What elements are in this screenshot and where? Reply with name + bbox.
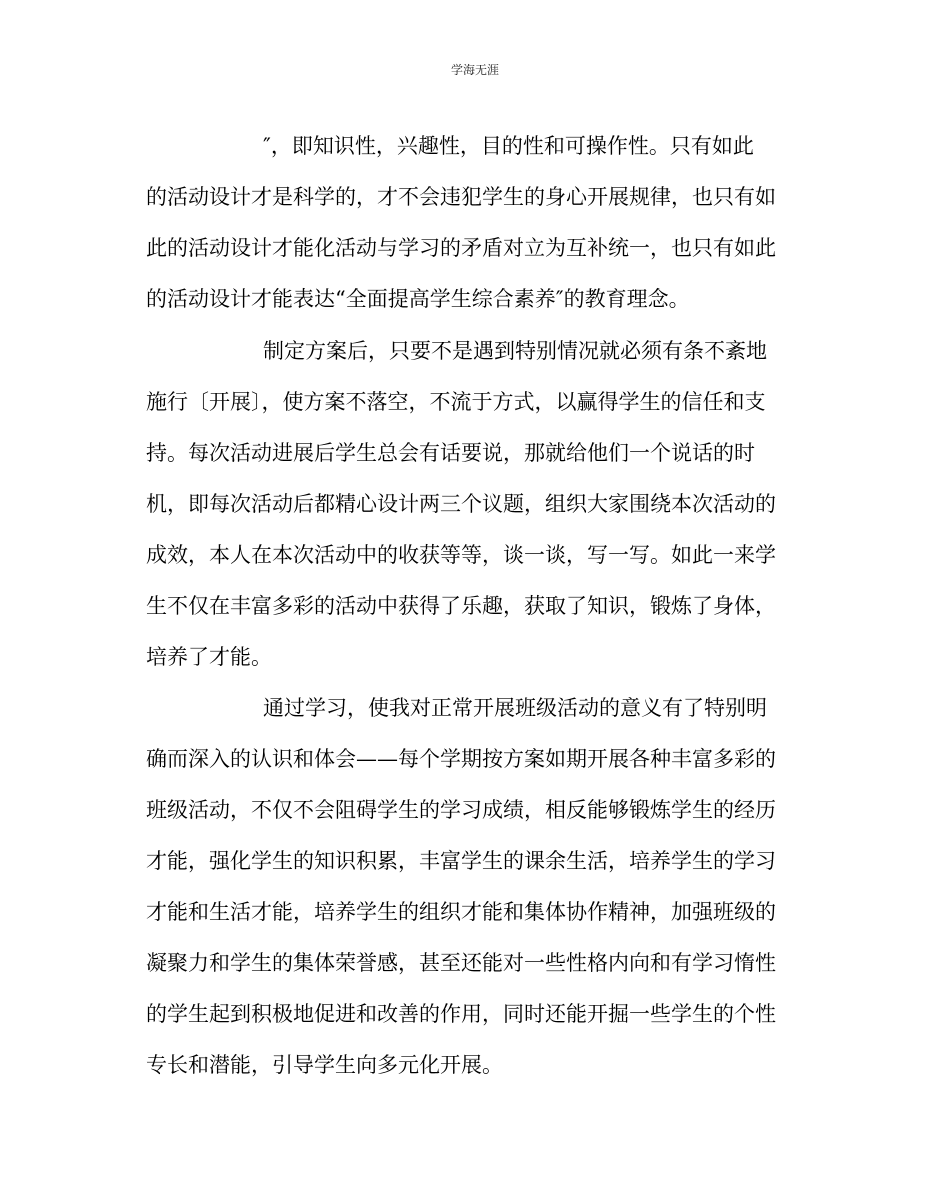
paragraph-line: ″，即知识性，兴趣性，目的性和可操作性。只有如此	[263, 134, 754, 158]
paragraph-line: 此的活动设计才能化活动与学习的矛盾对立为互补统一，也只有如此	[146, 236, 776, 260]
paragraph-line: 持。每次活动进展后学生总会有话要说，那就给他们一个说话的时	[146, 441, 755, 465]
page-header: 学海无涯	[450, 63, 499, 77]
paragraph-line: 的学生起到积极地促进和改善的作用，同时还能开掘一些学生的个性	[146, 1002, 776, 1026]
paragraph-line: 才能，强化学生的知识积累，丰富学生的课余生活，培养学生的学习	[146, 849, 776, 873]
paragraph-line: 生不仅在丰富多彩的活动中获得了乐趣，获取了知识，锻炼了身体，	[146, 594, 776, 618]
paragraph-line: 培养了才能。	[146, 645, 272, 669]
paragraph-line: 施行〔开展〕，使方案不落空，不流于方式，以赢得学生的信任和支	[146, 390, 766, 414]
paragraph-line: 的活动设计才是科学的，才不会违犯学生的身心开展规律，也只有如	[146, 185, 776, 209]
paragraph-line: 凝聚力和学生的集体荣誉感，甚至还能对一些性格内向和有学习惰性	[146, 951, 776, 975]
paragraph-line: 才能和生活才能，培养学生的组织才能和集体协作精神，加强班级的	[146, 900, 776, 924]
paragraph-line: 确而深入的认识和体会——每个学期按方案如期开展各种丰富多彩的	[146, 747, 776, 771]
paragraph-line: 专长和潜能，引导学生向多元化开展。	[146, 1053, 503, 1077]
paragraph-line: 通过学习，使我对正常开展班级活动的意义有了特别明	[263, 696, 767, 720]
paragraph-line: 成效，本人在本次活动中的收获等等，谈一谈，写一写。如此一来学	[146, 543, 776, 567]
paragraph-line: 制定方案后，只要不是遇到特别情况就必须有条不紊地	[263, 339, 767, 363]
paragraph-line: 机，即每次活动后都精心设计两三个议题，组织大家围绕本次活动的	[146, 492, 776, 516]
paragraph-line: 班级活动，不仅不会阻碍学生的学习成绩，相反能够锻炼学生的经历	[146, 798, 776, 822]
paragraph-line: 的活动设计才能表达“全面提高学生综合素养″的教育理念。	[146, 287, 690, 311]
